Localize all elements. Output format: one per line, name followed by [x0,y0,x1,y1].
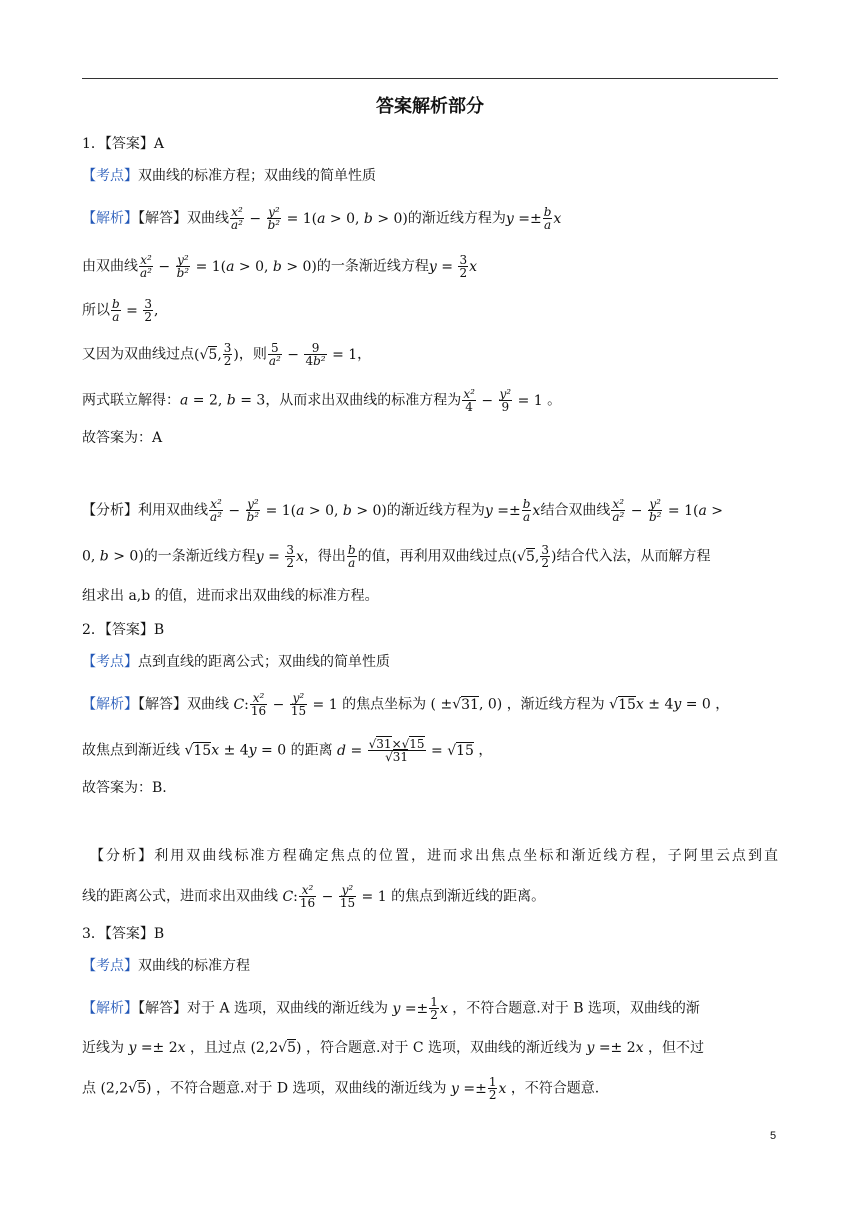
q2-fenxi-line2: 线的距离公式，进而求出双曲线 C: $\frac{\text{x²}}{16}$ − $\frac{\text{y²}}{15}$ = 1 的焦点到渐近线的距离。 [82,883,546,910]
q3-answer: 3．【答案】B [82,926,165,942]
q2-conclusion: 故答案为：B. [82,780,167,796]
q1-fenxi-line2: 0, b > 0)的一条渐近线方程y = $\frac{3}{2}$ x，得出 $\frac{b}{a}$ 的值，再利用双曲线过点(√5, $\frac{3}{2}$ )结合代入法，从而解方程 [82,543,711,570]
q3-jiexi-line3: 点 (2,2√5) ，不符合题意.对于 D 选项，双曲线的渐近线为 y =± $\frac{1}{2}$ x ，不符合题意. [82,1075,600,1102]
q1-jiexi-line4: 又因为双曲线过点(√5, $\frac{3}{2}$ )，则 $\frac{5}{\text{a²}}$ − $\frac{9}{\text{4b²}}$ = 1， [82,341,372,368]
page-title: 答案解析部分 [376,96,484,117]
page-number: 5 [770,1130,777,1142]
q1-answer: 1．【答案】A [82,136,165,152]
q1-fenxi-line3: 组求出 a,b 的值，进而求出双曲线的标准方程。 [82,588,379,604]
q2-answer: 2．【答案】B [82,622,165,638]
q3-kaodian: 【考点】双曲线的标准方程 [82,958,250,974]
q3-jiexi-line2: 近线为 y =± 2x ，且过点 (2,2√5) ，符合题意.对于 C 选项，双曲线的渐近线为 y =± 2x ，但不过 [82,1040,705,1056]
q2-jiexi-line1: 【解析】【解答】双曲线 C: $\frac{\text{x²}}{16}$ − $\frac{\text{y²}}{15}$ = 1 的焦点坐标为 ( ±√31, 0) ，渐近线方程为 √15x ± 4y = 0 ， [82,691,730,718]
q1-conclusion: 故答案为：A [82,430,163,446]
q2-fenxi-line1: 【分析】利用双曲线标准方程确定焦点的位置，进而求出焦点坐标和渐近线方程，子阿里云点到直 [90,848,779,864]
q2-jiexi-line2: 故焦点到渐近线 √15x ± 4y = 0 的距离 d = $\frac{√31\times√15}{√31}$ = √15 ， [82,737,493,764]
q3-jiexi-line1: 【解析】【解答】对于 A 选项，双曲线的渐近线为 y =± $\frac{1}{2}$ x ，不符合题意.对于 B 选项，双曲线的渐 [82,995,700,1022]
q1-fenxi-line1: 【分析】利用双曲线 $\frac{\text{x²}}{\text{a²}}$ − $\frac{\text{y²}}{\text{b²}}$ = 1(a > 0, b > 0)的渐近线方程为y =± $\frac{b}{a}$ x结合双曲线 $\frac{\text{x²}}{\text{a²}}$ − $\frac{\text{y²}}{\text{b²}}$ = 1(a > [82,497,723,524]
q1-jiexi-line1: 【解析】【解答】双曲线 $\frac{\text{x²}}{\text{a²}}$ − $\frac{\text{y²}}{\text{b²}}$ = 1(a > 0, b > 0)的渐近线方程为y =± $\frac{b}{a}$ x [82,205,562,232]
q2-kaodian: 【考点】点到直线的距离公式；双曲线的简单性质 [82,654,390,670]
q1-jiexi-line5: 两式联立解得：a = 2, b = 3，从而求出双曲线的标准方程为 $\frac{\text{x²}}{4}$ − $\frac{\text{y²}}{9}$ = 1 。 [82,387,562,414]
q1-kaodian: 【考点】双曲线的标准方程；双曲线的简单性质 [82,168,376,184]
header-rule [82,78,778,79]
q1-jiexi-line2: 由双曲线 $\frac{\text{x²}}{\text{a²}}$ − $\frac{\text{y²}}{\text{b²}}$ = 1(a > 0, b > 0)的一条渐近线方程y = $\frac{3}{2}$ x [82,253,477,280]
q1-jiexi-line3: 所以 $\frac{b}{a}$ = $\frac{3}{2}$ , [82,297,159,324]
